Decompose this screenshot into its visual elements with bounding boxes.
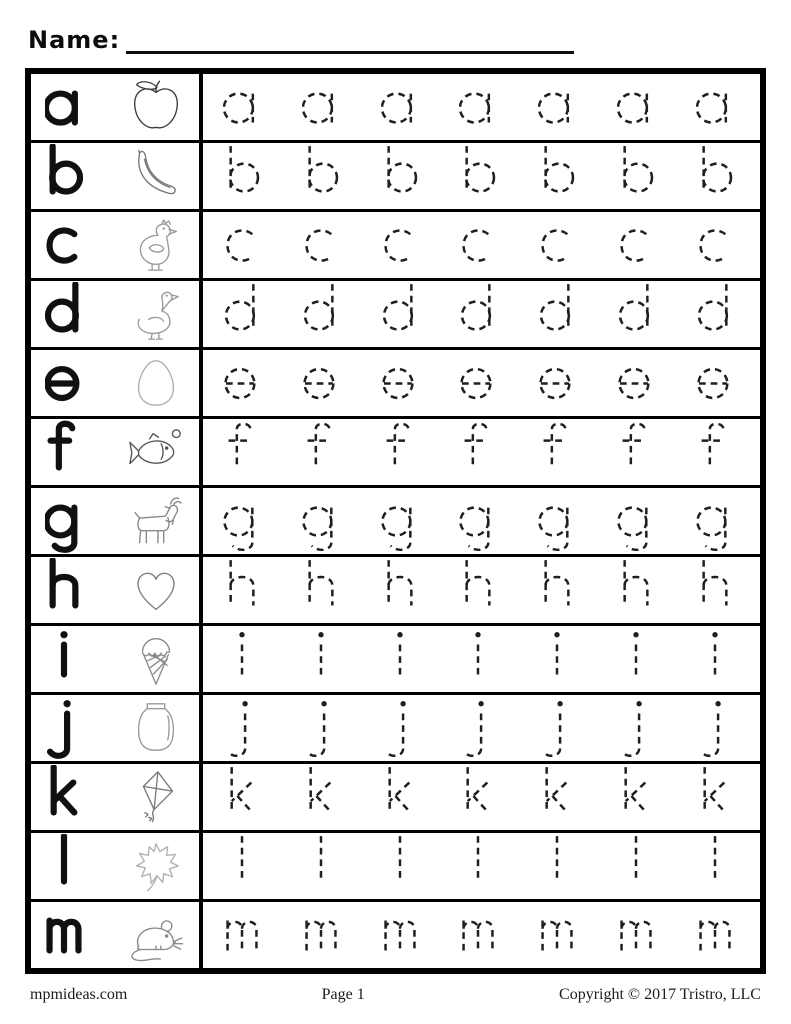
trace-letter-k bbox=[538, 765, 576, 829]
trace-letter-h bbox=[302, 558, 340, 622]
footer-website: mpmideas.com bbox=[30, 986, 128, 1003]
trace-letter-f bbox=[538, 420, 576, 484]
solid-letter-g bbox=[45, 489, 83, 553]
trace-letter-a bbox=[223, 75, 261, 139]
name-blank-line bbox=[126, 27, 574, 54]
trace-letter-d bbox=[223, 282, 261, 346]
kite-icon bbox=[127, 768, 185, 826]
trace-letter-f bbox=[381, 420, 419, 484]
trace-letter-e bbox=[302, 351, 340, 415]
solid-letter-h bbox=[45, 558, 83, 622]
footer bbox=[30, 986, 761, 1004]
trace-letter-e bbox=[459, 351, 497, 415]
worksheet-row-e bbox=[31, 350, 760, 419]
goat-icon bbox=[127, 492, 185, 550]
solid-letter-j bbox=[45, 696, 83, 760]
letter-cell-l bbox=[31, 833, 203, 899]
trace-letter-k bbox=[223, 765, 261, 829]
trace-letter-i bbox=[302, 627, 340, 691]
trace-cell-m bbox=[203, 902, 760, 968]
trace-letter-d bbox=[696, 282, 734, 346]
trace-letter-a bbox=[459, 75, 497, 139]
solid-letter-i bbox=[45, 627, 83, 691]
footer-copyright: Copyright © 2017 Tristro, LLC bbox=[559, 986, 761, 1003]
trace-letter-h bbox=[223, 558, 261, 622]
letter-cell-k bbox=[31, 764, 203, 830]
trace-letter-g bbox=[696, 489, 734, 553]
egg-icon bbox=[127, 354, 185, 412]
trace-letter-k bbox=[381, 765, 419, 829]
trace-letter-g bbox=[381, 489, 419, 553]
solid-letter-d bbox=[45, 282, 83, 346]
trace-letter-b bbox=[617, 144, 655, 208]
trace-cell-k bbox=[203, 764, 760, 830]
trace-letter-f bbox=[223, 420, 261, 484]
worksheet-row-a bbox=[31, 74, 760, 143]
trace-letter-b bbox=[459, 144, 497, 208]
trace-letter-d bbox=[538, 282, 576, 346]
trace-letter-d bbox=[302, 282, 340, 346]
solid-letter-c bbox=[45, 213, 83, 277]
trace-letter-l bbox=[381, 834, 419, 898]
trace-letter-j bbox=[696, 696, 734, 760]
worksheet-row-h bbox=[31, 557, 760, 626]
trace-letter-l bbox=[617, 834, 655, 898]
trace-cell-h bbox=[203, 557, 760, 623]
worksheet-row-j bbox=[31, 695, 760, 764]
worksheet-row-g bbox=[31, 488, 760, 557]
trace-letter-e bbox=[617, 351, 655, 415]
trace-letter-j bbox=[381, 696, 419, 760]
trace-cell-l bbox=[203, 833, 760, 899]
fish-icon bbox=[127, 423, 185, 481]
trace-cell-e bbox=[203, 350, 760, 416]
trace-letter-g bbox=[617, 489, 655, 553]
trace-letter-e bbox=[696, 351, 734, 415]
trace-letter-a bbox=[302, 75, 340, 139]
trace-letter-e bbox=[538, 351, 576, 415]
trace-letter-a bbox=[538, 75, 576, 139]
leaf-icon bbox=[127, 837, 185, 895]
trace-letter-i bbox=[617, 627, 655, 691]
mouse-icon bbox=[127, 906, 185, 964]
worksheet-row-l bbox=[31, 833, 760, 902]
chicken-icon bbox=[127, 216, 185, 274]
trace-letter-a bbox=[696, 75, 734, 139]
trace-letter-f bbox=[459, 420, 497, 484]
solid-letter-l bbox=[45, 834, 83, 898]
trace-letter-f bbox=[302, 420, 340, 484]
trace-letter-f bbox=[617, 420, 655, 484]
trace-letter-k bbox=[302, 765, 340, 829]
trace-letter-h bbox=[538, 558, 576, 622]
trace-letter-b bbox=[223, 144, 261, 208]
name-row bbox=[28, 26, 574, 54]
solid-letter-m bbox=[45, 903, 83, 967]
trace-letter-m bbox=[696, 903, 734, 967]
trace-letter-c bbox=[302, 213, 340, 277]
trace-letter-b bbox=[302, 144, 340, 208]
trace-letter-m bbox=[302, 903, 340, 967]
solid-letter-b bbox=[45, 144, 83, 208]
trace-letter-c bbox=[538, 213, 576, 277]
name-label: Name: bbox=[28, 26, 121, 54]
trace-cell-c bbox=[203, 212, 760, 278]
trace-letter-i bbox=[381, 627, 419, 691]
trace-letter-j bbox=[302, 696, 340, 760]
solid-letter-f bbox=[45, 420, 83, 484]
letter-cell-h bbox=[31, 557, 203, 623]
trace-cell-f bbox=[203, 419, 760, 485]
heart-icon bbox=[127, 561, 185, 619]
letter-cell-b bbox=[31, 143, 203, 209]
trace-letter-m bbox=[538, 903, 576, 967]
trace-letter-l bbox=[223, 834, 261, 898]
trace-letter-i bbox=[459, 627, 497, 691]
trace-letter-k bbox=[617, 765, 655, 829]
trace-letter-c bbox=[459, 213, 497, 277]
trace-letter-m bbox=[617, 903, 655, 967]
worksheet-row-c bbox=[31, 212, 760, 281]
letter-cell-a bbox=[31, 74, 203, 140]
trace-letter-l bbox=[302, 834, 340, 898]
trace-cell-b bbox=[203, 143, 760, 209]
trace-letter-g bbox=[302, 489, 340, 553]
trace-cell-i bbox=[203, 626, 760, 692]
trace-letter-j bbox=[459, 696, 497, 760]
trace-letter-l bbox=[459, 834, 497, 898]
letter-cell-c bbox=[31, 212, 203, 278]
trace-letter-m bbox=[459, 903, 497, 967]
trace-letter-a bbox=[617, 75, 655, 139]
trace-cell-j bbox=[203, 695, 760, 761]
worksheet-row-k bbox=[31, 764, 760, 833]
trace-letter-a bbox=[381, 75, 419, 139]
banana-icon bbox=[127, 147, 185, 205]
trace-letter-f bbox=[696, 420, 734, 484]
trace-letter-h bbox=[381, 558, 419, 622]
letter-cell-f bbox=[31, 419, 203, 485]
trace-letter-g bbox=[223, 489, 261, 553]
trace-letter-c bbox=[696, 213, 734, 277]
trace-letter-k bbox=[459, 765, 497, 829]
trace-letter-d bbox=[617, 282, 655, 346]
worksheet-row-d bbox=[31, 281, 760, 350]
trace-letter-d bbox=[459, 282, 497, 346]
worksheet-row-i bbox=[31, 626, 760, 695]
letter-cell-e bbox=[31, 350, 203, 416]
trace-letter-l bbox=[538, 834, 576, 898]
trace-letter-e bbox=[223, 351, 261, 415]
trace-letter-c bbox=[617, 213, 655, 277]
solid-letter-a bbox=[45, 75, 83, 139]
trace-letter-h bbox=[617, 558, 655, 622]
apple-icon bbox=[127, 78, 185, 136]
trace-letter-m bbox=[381, 903, 419, 967]
trace-letter-g bbox=[538, 489, 576, 553]
trace-letter-m bbox=[223, 903, 261, 967]
trace-letter-d bbox=[381, 282, 419, 346]
trace-letter-b bbox=[538, 144, 576, 208]
letter-cell-j bbox=[31, 695, 203, 761]
trace-letter-i bbox=[223, 627, 261, 691]
letter-cell-d bbox=[31, 281, 203, 347]
trace-letter-j bbox=[538, 696, 576, 760]
solid-letter-e bbox=[45, 351, 83, 415]
worksheet-row-f bbox=[31, 419, 760, 488]
trace-letter-k bbox=[696, 765, 734, 829]
duck-icon bbox=[127, 285, 185, 343]
trace-letter-j bbox=[617, 696, 655, 760]
trace-letter-c bbox=[223, 213, 261, 277]
trace-letter-h bbox=[459, 558, 497, 622]
trace-letter-g bbox=[459, 489, 497, 553]
letter-cell-m bbox=[31, 902, 203, 968]
trace-letter-h bbox=[696, 558, 734, 622]
letter-cell-g bbox=[31, 488, 203, 554]
trace-letter-j bbox=[223, 696, 261, 760]
trace-letter-b bbox=[696, 144, 734, 208]
letter-cell-i bbox=[31, 626, 203, 692]
trace-letter-i bbox=[696, 627, 734, 691]
ice-cream-icon bbox=[127, 630, 185, 688]
worksheet-row-b bbox=[31, 143, 760, 212]
trace-letter-b bbox=[381, 144, 419, 208]
jar-icon bbox=[127, 699, 185, 757]
footer-page-number: Page 1 bbox=[321, 986, 365, 1003]
tracing-table bbox=[25, 68, 766, 974]
trace-cell-a bbox=[203, 74, 760, 140]
trace-cell-d bbox=[203, 281, 760, 347]
trace-letter-e bbox=[381, 351, 419, 415]
trace-letter-c bbox=[381, 213, 419, 277]
trace-letter-i bbox=[538, 627, 576, 691]
trace-cell-g bbox=[203, 488, 760, 554]
solid-letter-k bbox=[45, 765, 83, 829]
worksheet-row-m bbox=[31, 902, 760, 968]
trace-letter-l bbox=[696, 834, 734, 898]
